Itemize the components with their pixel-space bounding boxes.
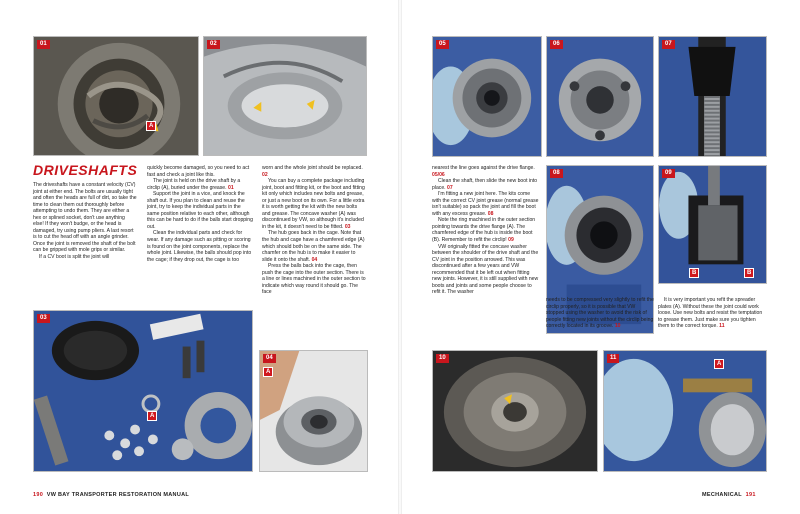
paragraph-text: worn and the whole joint should be replaced. (262, 165, 363, 171)
paragraph (262, 165, 366, 178)
photo-label-a: A (147, 411, 157, 421)
paragraph-text: It is very important you refit the spreader plates (A). Without these the joint could work loose. Use new bolts and resist the temptation to grease them. Just make sure you tighten them to the correct torque. (658, 297, 763, 330)
paragraph: Clean the individual parts and check for wear. If any damage such as pitting or scoring is found on the joint components, replace the whole joint. Likewise, the balls should pop into the cage; if they drop out, the cage is too (147, 230, 252, 263)
paragraph (432, 165, 540, 178)
paragraph-text: I'm fitting a new joint here. The kits come with the correct CV joint grease (normal grease isn't suitable) so pack the joint and fill the boot with any excess grease. (432, 191, 539, 217)
photo-label-a: A (714, 359, 724, 369)
photo-11 (603, 350, 767, 472)
photo-07 (658, 36, 767, 157)
photo-number: 01 (37, 40, 50, 49)
paragraph-text: You can buy a complete package including joint, boot and fitting kit, or the boot and fitting kit only which includes new bolts and grease, or just a new boot on its own. For a little extra it is worth getting the kit with the new bolts and grease. The concave washer (A) was discontinued by VW, so although it's included in the kit, it doesn't need to be fitted. (262, 178, 365, 230)
photo-number: 09 (662, 169, 675, 178)
cv-joint-fitted-shaft-image (659, 166, 766, 283)
right-folio (702, 492, 756, 498)
photo-reference: 07 (447, 184, 453, 191)
photo-reference: 09 (508, 237, 514, 244)
photo-reference: 10 (614, 323, 621, 330)
text-column-5 (546, 297, 654, 330)
paragraph: The driveshafts have a constant velocity (CV) joint at either end. The bolts are usually tight and often the heads are full of dirt, so take the time to clean them out thoroughly before attempting to undo them. They are either a hex or splined socket, don't use anything else! If they won't budge, or the head is damaged, try using pump pliers. A last resort is to cut the head off with an angle grinder. Once the joint is removed the shaft of the bolt can be gripped with mole grips or similar. (33, 182, 137, 254)
text-column-6 (658, 297, 766, 330)
photo-number: 07 (662, 40, 675, 49)
cv-joint-hand-image (433, 37, 541, 156)
photo-02 (203, 36, 367, 156)
photo-label-a: A (146, 121, 156, 131)
photo-04 (259, 350, 368, 472)
cv-joint-grease-image (34, 37, 198, 155)
photo-reference: 04 (311, 256, 318, 263)
photo-reference: 01 (227, 184, 234, 191)
photo-10 (432, 350, 598, 472)
paragraph-text: The hub goes back in the cage. Note that the hub and cage have a chamfered edge (A) which should both be on the same side. The chamfer on the hub is to make it easier to slide it onto the shaft. (262, 230, 365, 263)
photo-reference: 08 (487, 210, 494, 217)
paragraph: If a CV boot is split the joint will (39, 254, 110, 261)
book-title: VW BAY TRANSPORTER RESTORATION MANUAL (46, 492, 190, 498)
photo-number: 11 (607, 354, 619, 363)
photo-number: 08 (550, 169, 563, 178)
photo-label-b: B (689, 268, 699, 278)
photo-number: 06 (550, 40, 563, 49)
photo-09 (658, 165, 767, 284)
cv-joint-kit-parts-image (34, 311, 252, 471)
photo-01 (33, 36, 199, 156)
text-column-3 (262, 165, 366, 296)
page-gutter (398, 0, 402, 514)
paragraph (658, 297, 766, 330)
paragraph (432, 178, 540, 191)
cv-joint-hub-cage-image (260, 351, 367, 471)
paragraph: quickly become damaged, so you need to act fast and check a joint like this. (147, 165, 250, 178)
photo-number: 10 (436, 354, 449, 363)
drive-shaft-boot-image (659, 37, 766, 156)
photo-reference: 03 (344, 223, 351, 230)
paragraph: VW originally fitted the concave washer between the shoulder of the drive shaft and the CV joint in the position arrowed. This was discontinued after a few years and VW recommended that it be left out when fitting new joints. However, it is still supplied with new boots and joints and some people choose to refit it. The washer (432, 243, 539, 296)
paragraph-text: Note the ring machined in the outer section pointing towards the drive flange (A). The chamfered edge of the hub is inside the boot (B). Remember to refit the circlip! (432, 217, 536, 244)
paragraph: Press the balls back into the cage, then push the cage into the outer section. There is a line or lines machined in the outer section to indicate which way round it should go. The face (262, 263, 366, 296)
cv-joint-line-image (547, 37, 653, 156)
text-column-1 (33, 182, 137, 261)
photo-number: 05 (436, 40, 449, 49)
paragraph (432, 217, 540, 243)
photo-06 (546, 36, 654, 157)
photo-number: 02 (207, 40, 220, 49)
paragraph (432, 191, 540, 217)
paragraph-text: needs to be compressed very slightly to refit the circlip properly, so it is possible that VW stopped using the washer to avoid the risk of people fitting new joints without the circlip being correctly located in its groove. (546, 297, 654, 330)
page-number: 190 (33, 492, 44, 498)
photo-03 (33, 310, 253, 472)
text-column-2 (147, 165, 253, 263)
drive-flange-washer-image (433, 351, 597, 471)
photo-label-a: A (263, 367, 273, 377)
photo-05 (432, 36, 542, 157)
cv-joint-cage-image (204, 37, 366, 155)
section-title: MECHANICAL (702, 492, 742, 498)
page-number: 191 (745, 492, 756, 498)
paragraph-text: Clean the shaft, then slide the new boot into place. (432, 178, 538, 191)
photo-reference: 11 (719, 323, 725, 330)
photo-number: 04 (263, 354, 276, 363)
paragraph (262, 230, 366, 263)
photo-reference: 02 (262, 171, 268, 178)
spreader-plates-image (604, 351, 766, 471)
photo-label-b: B (744, 268, 754, 278)
photo-number: 03 (37, 314, 50, 323)
section-heading: DRIVESHAFTS (33, 162, 138, 178)
paragraph (546, 297, 654, 330)
left-folio (33, 492, 189, 498)
paragraph: Support the joint in a vice, and knock the shaft out. If you plan to clean and reuse the joint, try to keep the individual parts in the same position relative to each other, although this can be hard to do if the balls start dropping out. (147, 191, 253, 230)
paragraph (262, 178, 366, 230)
text-column-4 (432, 165, 540, 296)
paragraph-text: nearest the line goes against the drive flange. (432, 165, 535, 171)
paragraph-text: The joint is held on the drive shaft by a circlip (A), buried under the grease. (147, 178, 241, 191)
paragraph (147, 178, 253, 191)
photo-reference: 05/06 (432, 171, 445, 178)
